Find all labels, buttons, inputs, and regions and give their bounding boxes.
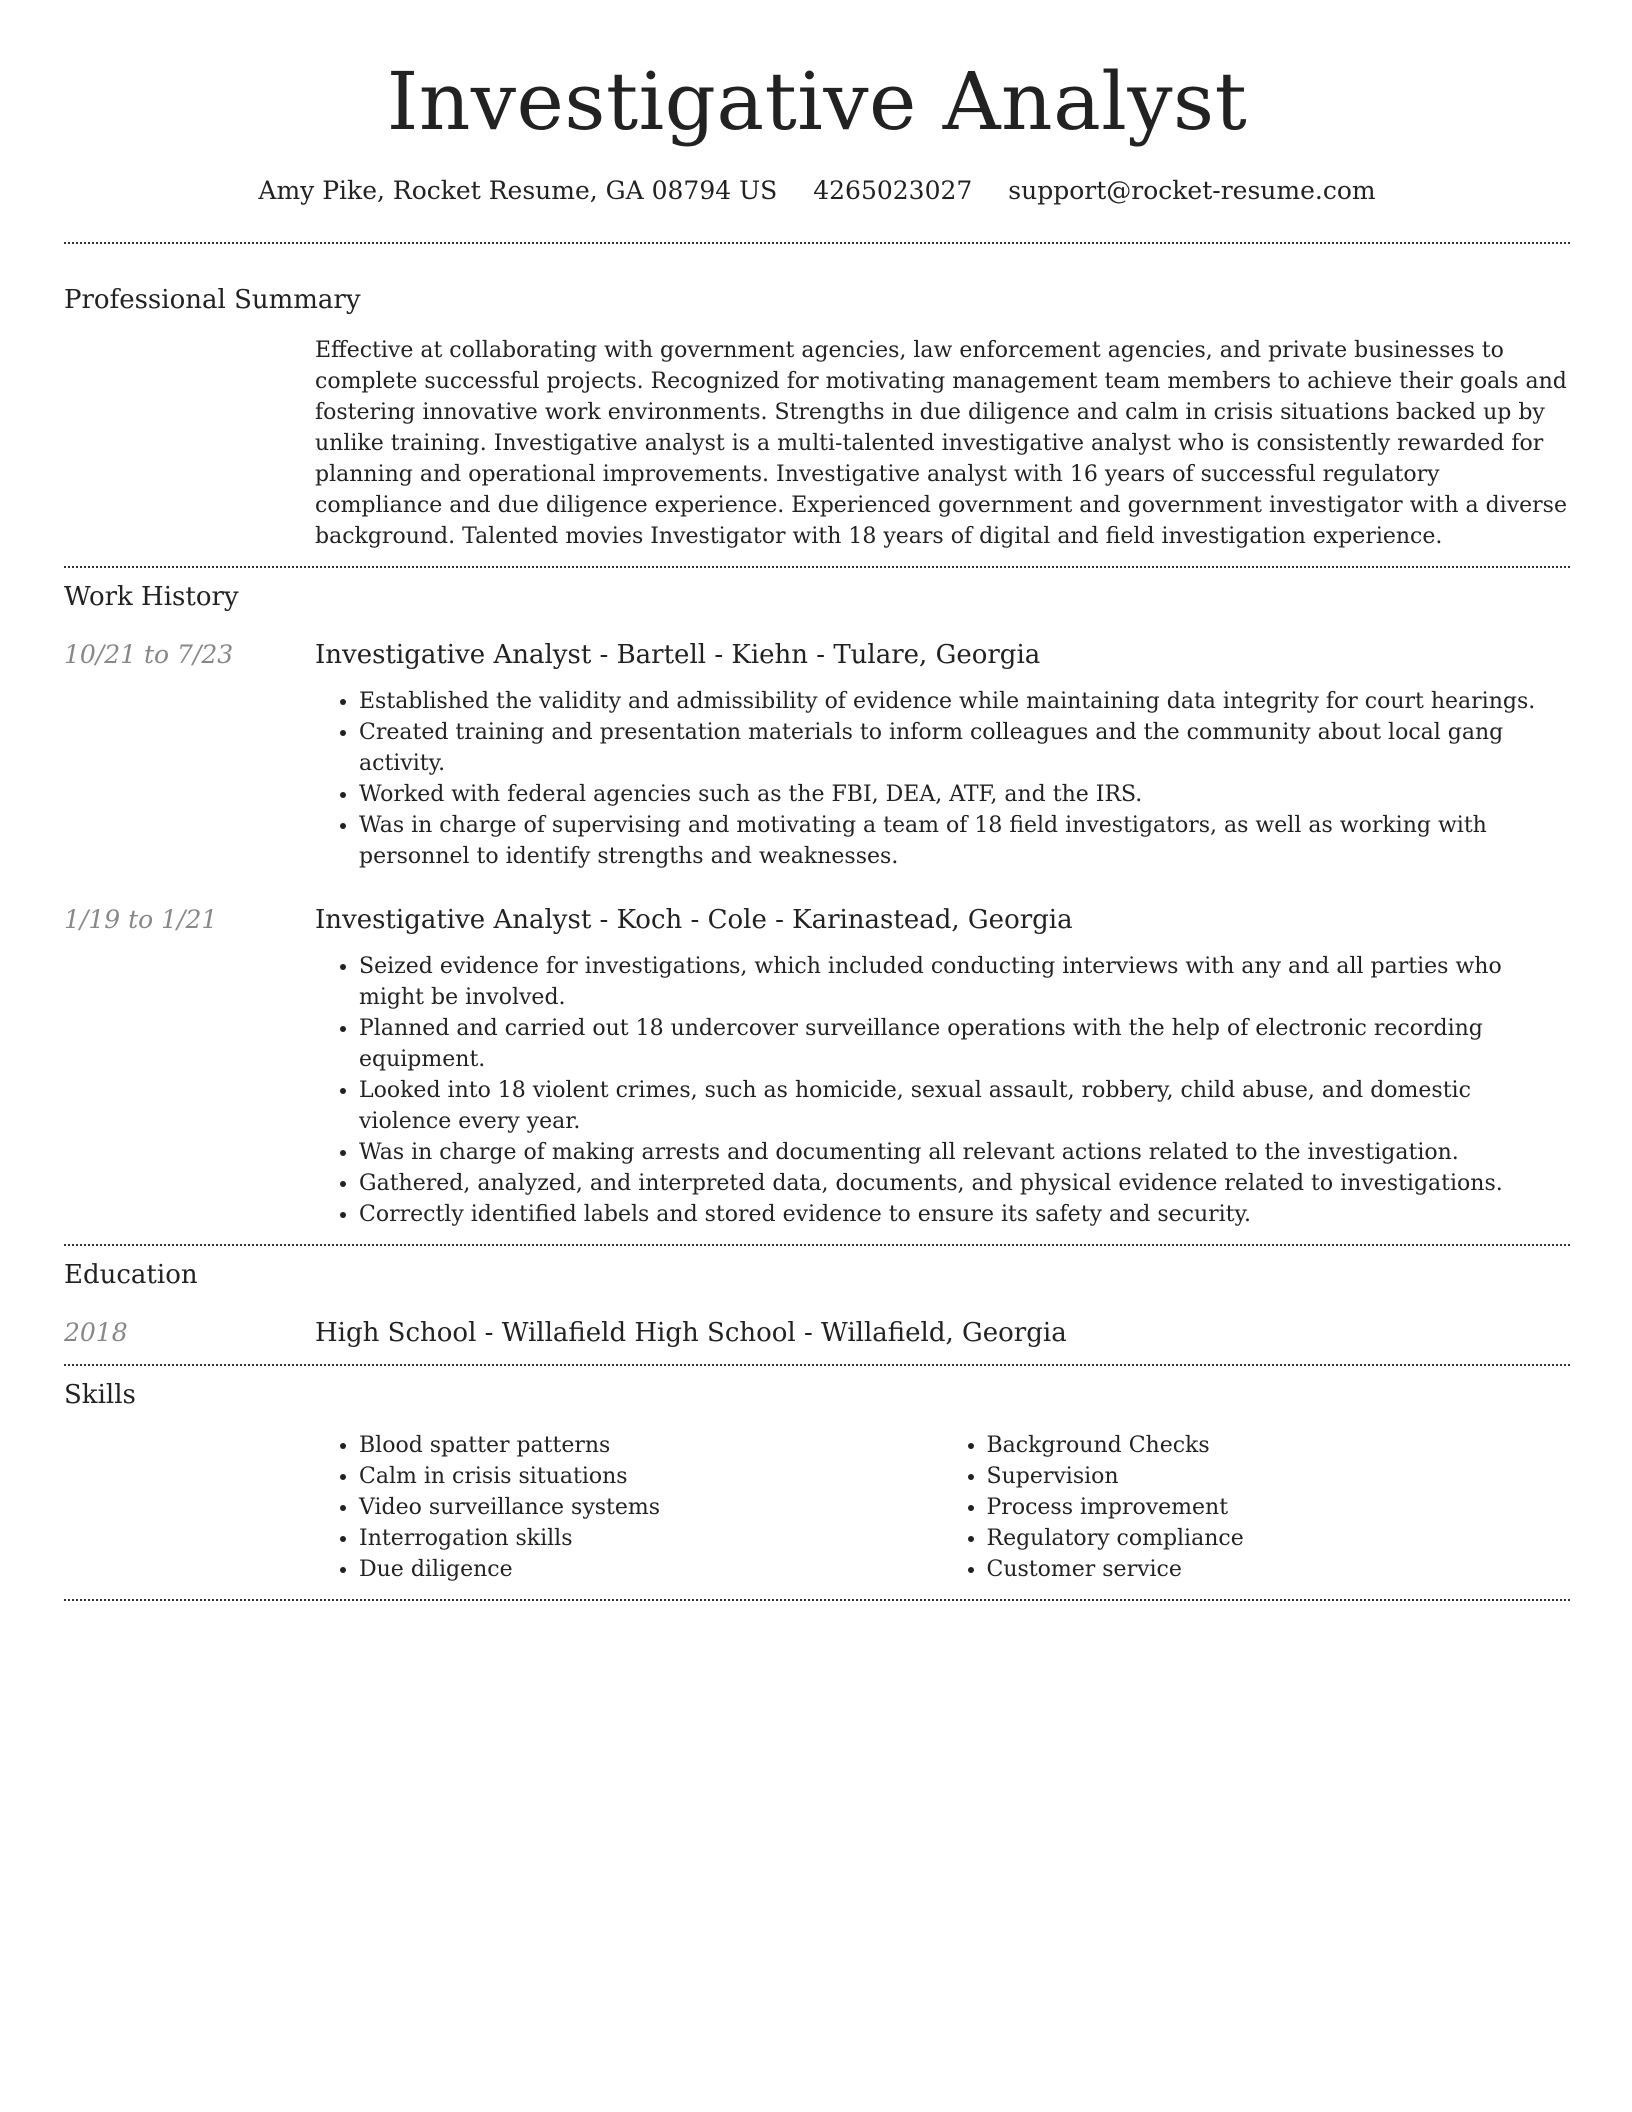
job-bullet: • Was in charge of supervising and motivating a team of 18 field investigators, as well as working with personnel to identify strengths and weaknesses. [359,810,1570,872]
skill-item: • Background Checks [987,1430,1571,1461]
skills-section [64,1378,1570,1585]
education-section [64,1258,1570,1350]
work-history-section [64,580,1570,1230]
skill-item: • Process improvement [987,1492,1571,1523]
education-details: High School - Willafield High School - Willafield, Georgia [315,1318,1067,1348]
job-title: Investigative Analyst - Bartell - Kiehn - Tulare, Georgia [315,640,1041,670]
section-divider [64,1599,1570,1601]
skills-heading: Skills [64,1380,136,1410]
skill-item: • Supervision [987,1461,1571,1492]
job-bullet: • Correctly identified labels and stored evidence to ensure its safety and security. [359,1199,1570,1230]
contact-address: Amy Pike, Rocket Resume, GA 08794 US [258,176,778,205]
contact-line [64,174,1570,208]
resume-page [64,0,1570,1601]
skill-item: • Calm in crisis situations [359,1461,943,1492]
skills-list-left [315,1430,943,1585]
job-entry [64,903,1570,1230]
job-bullet: • Seized evidence for investigations, which included conducting interviews with any and all parties who might be involved. [359,951,1570,1013]
job-dates: 10/21 to 7/23 [64,640,234,669]
education-entry [64,1316,1570,1350]
summary-heading: Professional Summary [64,285,361,315]
job-dates: 1/19 to 1/21 [64,905,218,934]
summary-section [64,283,1570,552]
job-bullet: • Was in charge of making arrests and documenting all relevant actions related to the investigation. [359,1137,1570,1168]
education-heading: Education [64,1260,198,1290]
skill-item: • Interrogation skills [359,1523,943,1554]
education-date: 2018 [64,1318,128,1347]
section-divider [64,242,1570,244]
skill-item: • Regulatory compliance [987,1523,1571,1554]
summary-text: Effective at collaborating with government agencies, law enforcement agencies, and private businesses to complete successful projects. Recognized for motivating management team members to achieve their goals and fostering innovative work environments. Strengths in due diligence and calm in crisis situations backed up by unlike training. Investigative analyst is a multi-talented investigative analyst who is consistently rewarded for planning and operational improvements. Investigative analyst with 16 years of successful regulatory compliance and due diligence experience. Experienced government and government investigator with a diverse background. Talented movies Investigator with 18 years of digital and field investigation experience. [315,338,1567,549]
section-divider [64,1244,1570,1246]
skill-item: • Video surveillance systems [359,1492,943,1523]
job-bullet: • Created training and presentation materials to inform colleagues and the community about local gang activity. [359,717,1570,779]
job-bullet: • Looked into 18 violent crimes, such as homicide, sexual assault, robbery, child abuse, and domestic violence every year. [359,1075,1570,1137]
job-bullets [315,951,1570,1230]
job-title: Investigative Analyst - Koch - Cole - Karinastead, Georgia [315,905,1073,935]
resume-title: Investigative Analyst [386,55,1248,148]
job-bullet: • Established the validity and admissibility of evidence while maintaining data integrity for court hearings. [359,686,1570,717]
contact-email: support@rocket-resume.com [1008,176,1376,205]
job-bullets [315,686,1570,872]
job-bullet: • Planned and carried out 18 undercover surveillance operations with the help of electronic recording equipment. [359,1013,1570,1075]
skill-item: • Customer service [987,1554,1571,1585]
section-divider [64,1364,1570,1366]
section-divider [64,566,1570,568]
job-entry [64,638,1570,872]
job-bullet: • Worked with federal agencies such as the FBI, DEA, ATF, and the IRS. [359,779,1570,810]
skills-list-right [943,1430,1571,1585]
skill-item: • Due diligence [359,1554,943,1585]
job-bullet: • Gathered, analyzed, and interpreted data, documents, and physical evidence related to investigations. [359,1168,1570,1199]
work-history-heading: Work History [64,582,239,612]
contact-phone: 4265023027 [813,176,973,205]
skill-item: • Blood spatter patterns [359,1430,943,1461]
